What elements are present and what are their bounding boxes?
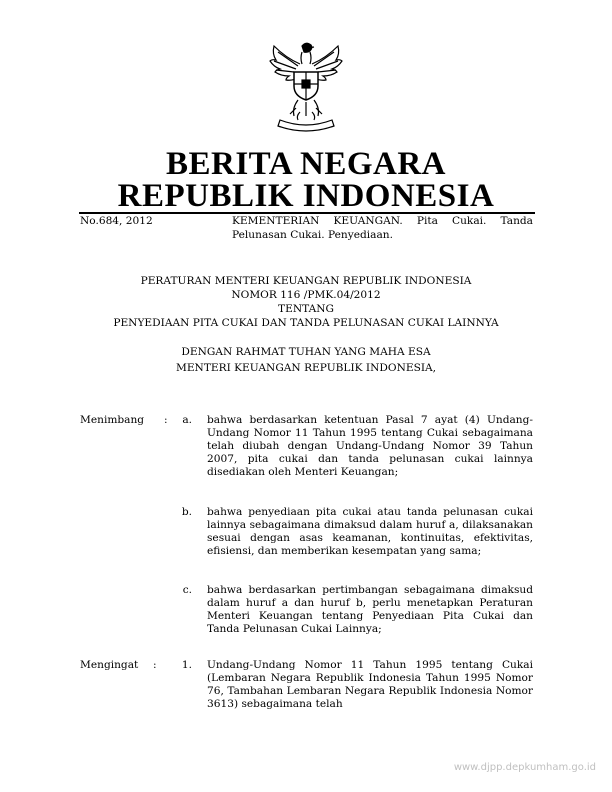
- menimbang-item-a: bahwa berdasarkan ketentuan Pasal 7 ayat (4) Undang-Undang Nomor 11 Tahun 1995 tentang Cukai sebagaimana telah diubah dengan Undang-Undang Nomor 39 Tahun 2007, pita cukai dan tanda pelunasan cukai lainnya disediakan oleh Menteri Keuangan;: [207, 414, 533, 479]
- menimbang-item-b: bahwa penyediaan pita cukai atau tanda pelunasan cukai lainnya sebagaimana dimaksud dalam huruf a, dilaksanakan sesuai dengan asas keamanan, kontinuitas, efektivitas, efisiensi, dan memberikan kesempatan yang sama;: [207, 506, 533, 558]
- preamble-line: DENGAN RAHMAT TUHAN YANG MAHA ESA: [181, 346, 431, 358]
- ministry-note: KEMENTERIAN KEUANGAN. Pita Cukai. Tanda Pelunasan Cukai. Penyediaan.: [232, 215, 533, 241]
- item-marker: b.: [181, 506, 192, 518]
- gazette-subtitle: REPUBLIK INDONESIA: [117, 178, 495, 214]
- garuda-emblem-icon: [258, 38, 354, 134]
- gazette-number: No.684, 2012: [80, 215, 153, 227]
- mengingat-item-1: Undang-Undang Nomor 11 Tahun 1995 tentang Cukai (Lembaran Negara Republik Indonesia Tahun 1995 Nomor 76, Tambahan Lembaran Negara Republik Indonesia Nomor 3613) sebagaimana telah: [207, 659, 533, 711]
- menimbang-colon: :: [164, 414, 168, 426]
- mengingat-colon: :: [153, 659, 157, 671]
- minister-line: MENTERI KEUANGAN REPUBLIK INDONESIA,: [175, 362, 437, 374]
- regulation-about: TENTANG: [278, 303, 334, 315]
- item-marker: a.: [182, 414, 192, 426]
- menimbang-label: Menimbang: [80, 414, 145, 426]
- regulation-number: NOMOR 116 /PMK.04/2012: [231, 289, 381, 301]
- regulation-heading: PERATURAN MENTERI KEUANGAN REPUBLIK INDONESIA: [140, 275, 472, 287]
- item-marker: 1.: [181, 659, 192, 671]
- regulation-subject: PENYEDIAAN PITA CUKAI DAN TANDA PELUNASAN CUKAI LAINNYA: [113, 317, 499, 329]
- gazette-title: BERITA NEGARA: [165, 146, 447, 182]
- footer-url: www.djpp.depkumham.go.id: [453, 762, 596, 773]
- menimbang-item-c: bahwa berdasarkan pertimbangan sebagaimana dimaksud dalam huruf a dan huruf b, perlu menetapkan Peraturan Menteri Keuangan tentang Penyediaan Pita Cukai dan Tanda Pelunasan Cukai Lainnya;: [207, 584, 533, 636]
- mengingat-label: Mengingat: [80, 659, 139, 671]
- item-marker: c.: [182, 584, 192, 596]
